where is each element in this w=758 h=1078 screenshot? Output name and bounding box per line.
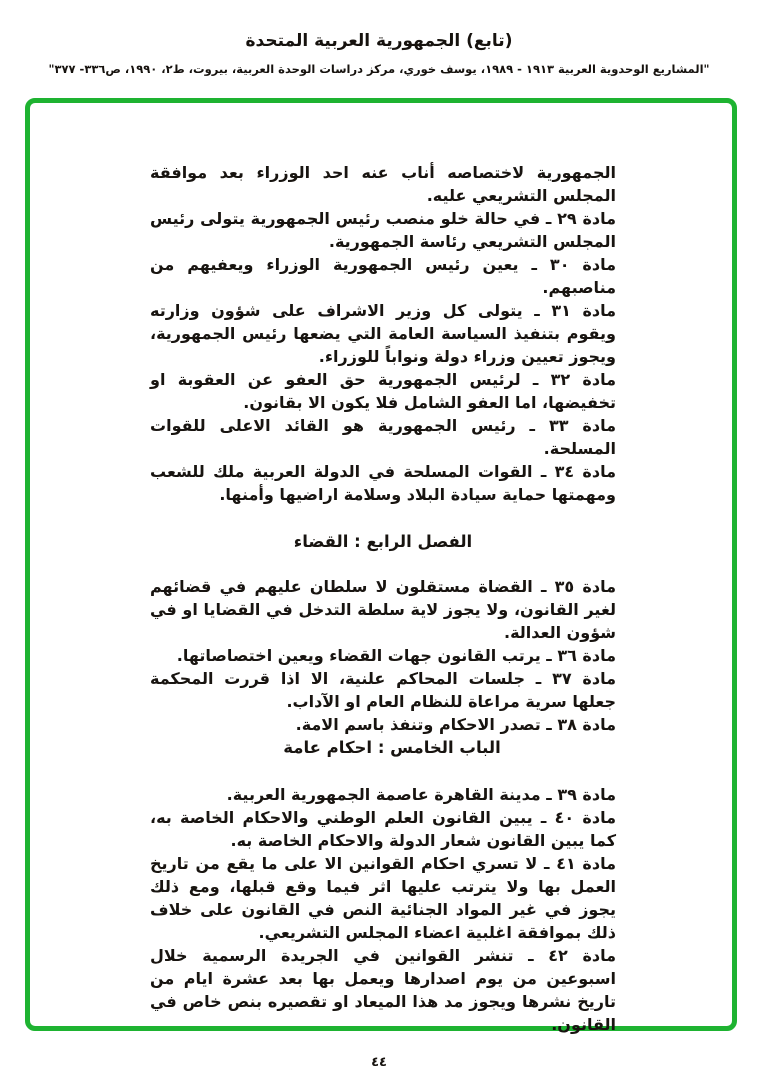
- chapter-four-heading: الفصل الرابع : القضاء: [293, 532, 473, 551]
- page-number: ٤٤: [371, 1055, 387, 1070]
- document-title: (تابع) الجمهورية العربية المتحدة: [245, 31, 513, 51]
- continuation-paragraph: الجمهورية لاختصاصه أناب عنه احد الوزراء بعد موافقة المجلس التشريعي عليه.: [150, 163, 616, 205]
- article-37-paragraph: مادة ٣٧ ـ جلسات المحاكم علنية، الا اذا قررت المحكمة جعلها سرية مراعاة للنظام العام او الآداب.: [150, 669, 617, 711]
- article-31-paragraph: مادة ٣١ ـ يتولى كل وزير الاشراف على شؤون وزارته ويقوم بتنفيذ السياسة العامة التي يضعها رئيس الجمهورية، ويجوز تعيين وزراء دولة ونواباً للوزراء.: [150, 301, 617, 366]
- article-36-paragraph: مادة ٣٦ ـ يرتب القانون جهات القضاء ويعين اختصاصاتها.: [176, 646, 616, 665]
- article-33-paragraph: مادة ٣٣ ـ رئيس الجمهورية هو القائد الاعلى للقوات المسلحة.: [150, 416, 617, 458]
- article-35-paragraph: مادة ٣٥ ـ القضاة مستقلون لا سلطان عليهم في قضائهم لغير القانون، ولا يجوز لاية سلطة التدخل في القضايا او في شؤون العدالة.: [150, 577, 616, 642]
- article-32-paragraph: مادة ٣٢ ـ لرئيس الجمهورية حق العفو عن العقوبة او تخفيضها، اما العفو الشامل فلا يكون الا بقانون.: [150, 370, 617, 412]
- green-border-frame: [25, 98, 737, 1034]
- article-text-block: [150, 161, 616, 1036]
- article-38-paragraph: مادة ٣٨ ـ تصدر الاحكام وتنفذ باسم الامة.: [295, 715, 616, 734]
- article-41-paragraph: مادة ٤١ ـ لا تسري احكام القوانين الا على ما يقع من تاريخ العمل بها ولا يترتب عليها اثر فيما وقع قبلها، ومع ذلك يجوز في غير المواد الجنائية النص في القانون على خلاف ذلك بموافقة اغلبية اعضاء المجلس التشريعي.: [150, 854, 617, 942]
- article-34-paragraph: مادة ٣٤ ـ القوات المسلحة في الدولة العربية ملك للشعب ومهمتها حماية سيادة البلاد وسلامة اراضيها وأمنها.: [150, 462, 617, 504]
- article-40-paragraph: مادة ٤٠ ـ يبين القانون العلم الوطني والاحكام الخاصة به، كما يبين القانون شعار الدولة والاحكام الخاصة به.: [150, 808, 616, 850]
- article-29-paragraph: مادة ٢٩ ـ في حالة خلو منصب رئيس الجمهورية يتولى رئيس المجلس التشريعي رئاسة الجمهورية.: [150, 209, 617, 251]
- article-42-paragraph: مادة ٤٢ ـ تنشر القوانين في الجريدة الرسمية خلال اسبوعين من يوم اصدارها ويعمل بها بعد عشرة ايام من تاريخ نشرها ويجوز مد هذا الميعاد او تقصيره بنص خاص في القانون.: [150, 946, 617, 1034]
- source-citation: "المشاريع الوحدوية العربية ١٩١٣ - ١٩٨٩، يوسف خوري، مركز دراسات الوحدة العربية، بيروت، ط٢، ١٩٩٠، ص٣٣٦- ٣٧٧": [48, 62, 710, 76]
- part-five-heading: الباب الخامس : احكام عامة: [283, 738, 501, 757]
- article-39-paragraph: مادة ٣٩ ـ مدينة القاهرة عاصمة الجمهورية العربية.: [226, 785, 616, 804]
- running-header: [0, 30, 758, 76]
- article-30-paragraph: مادة ٣٠ ـ يعين رئيس الجمهورية الوزراء ويعفيهم من مناصبهم.: [150, 255, 616, 297]
